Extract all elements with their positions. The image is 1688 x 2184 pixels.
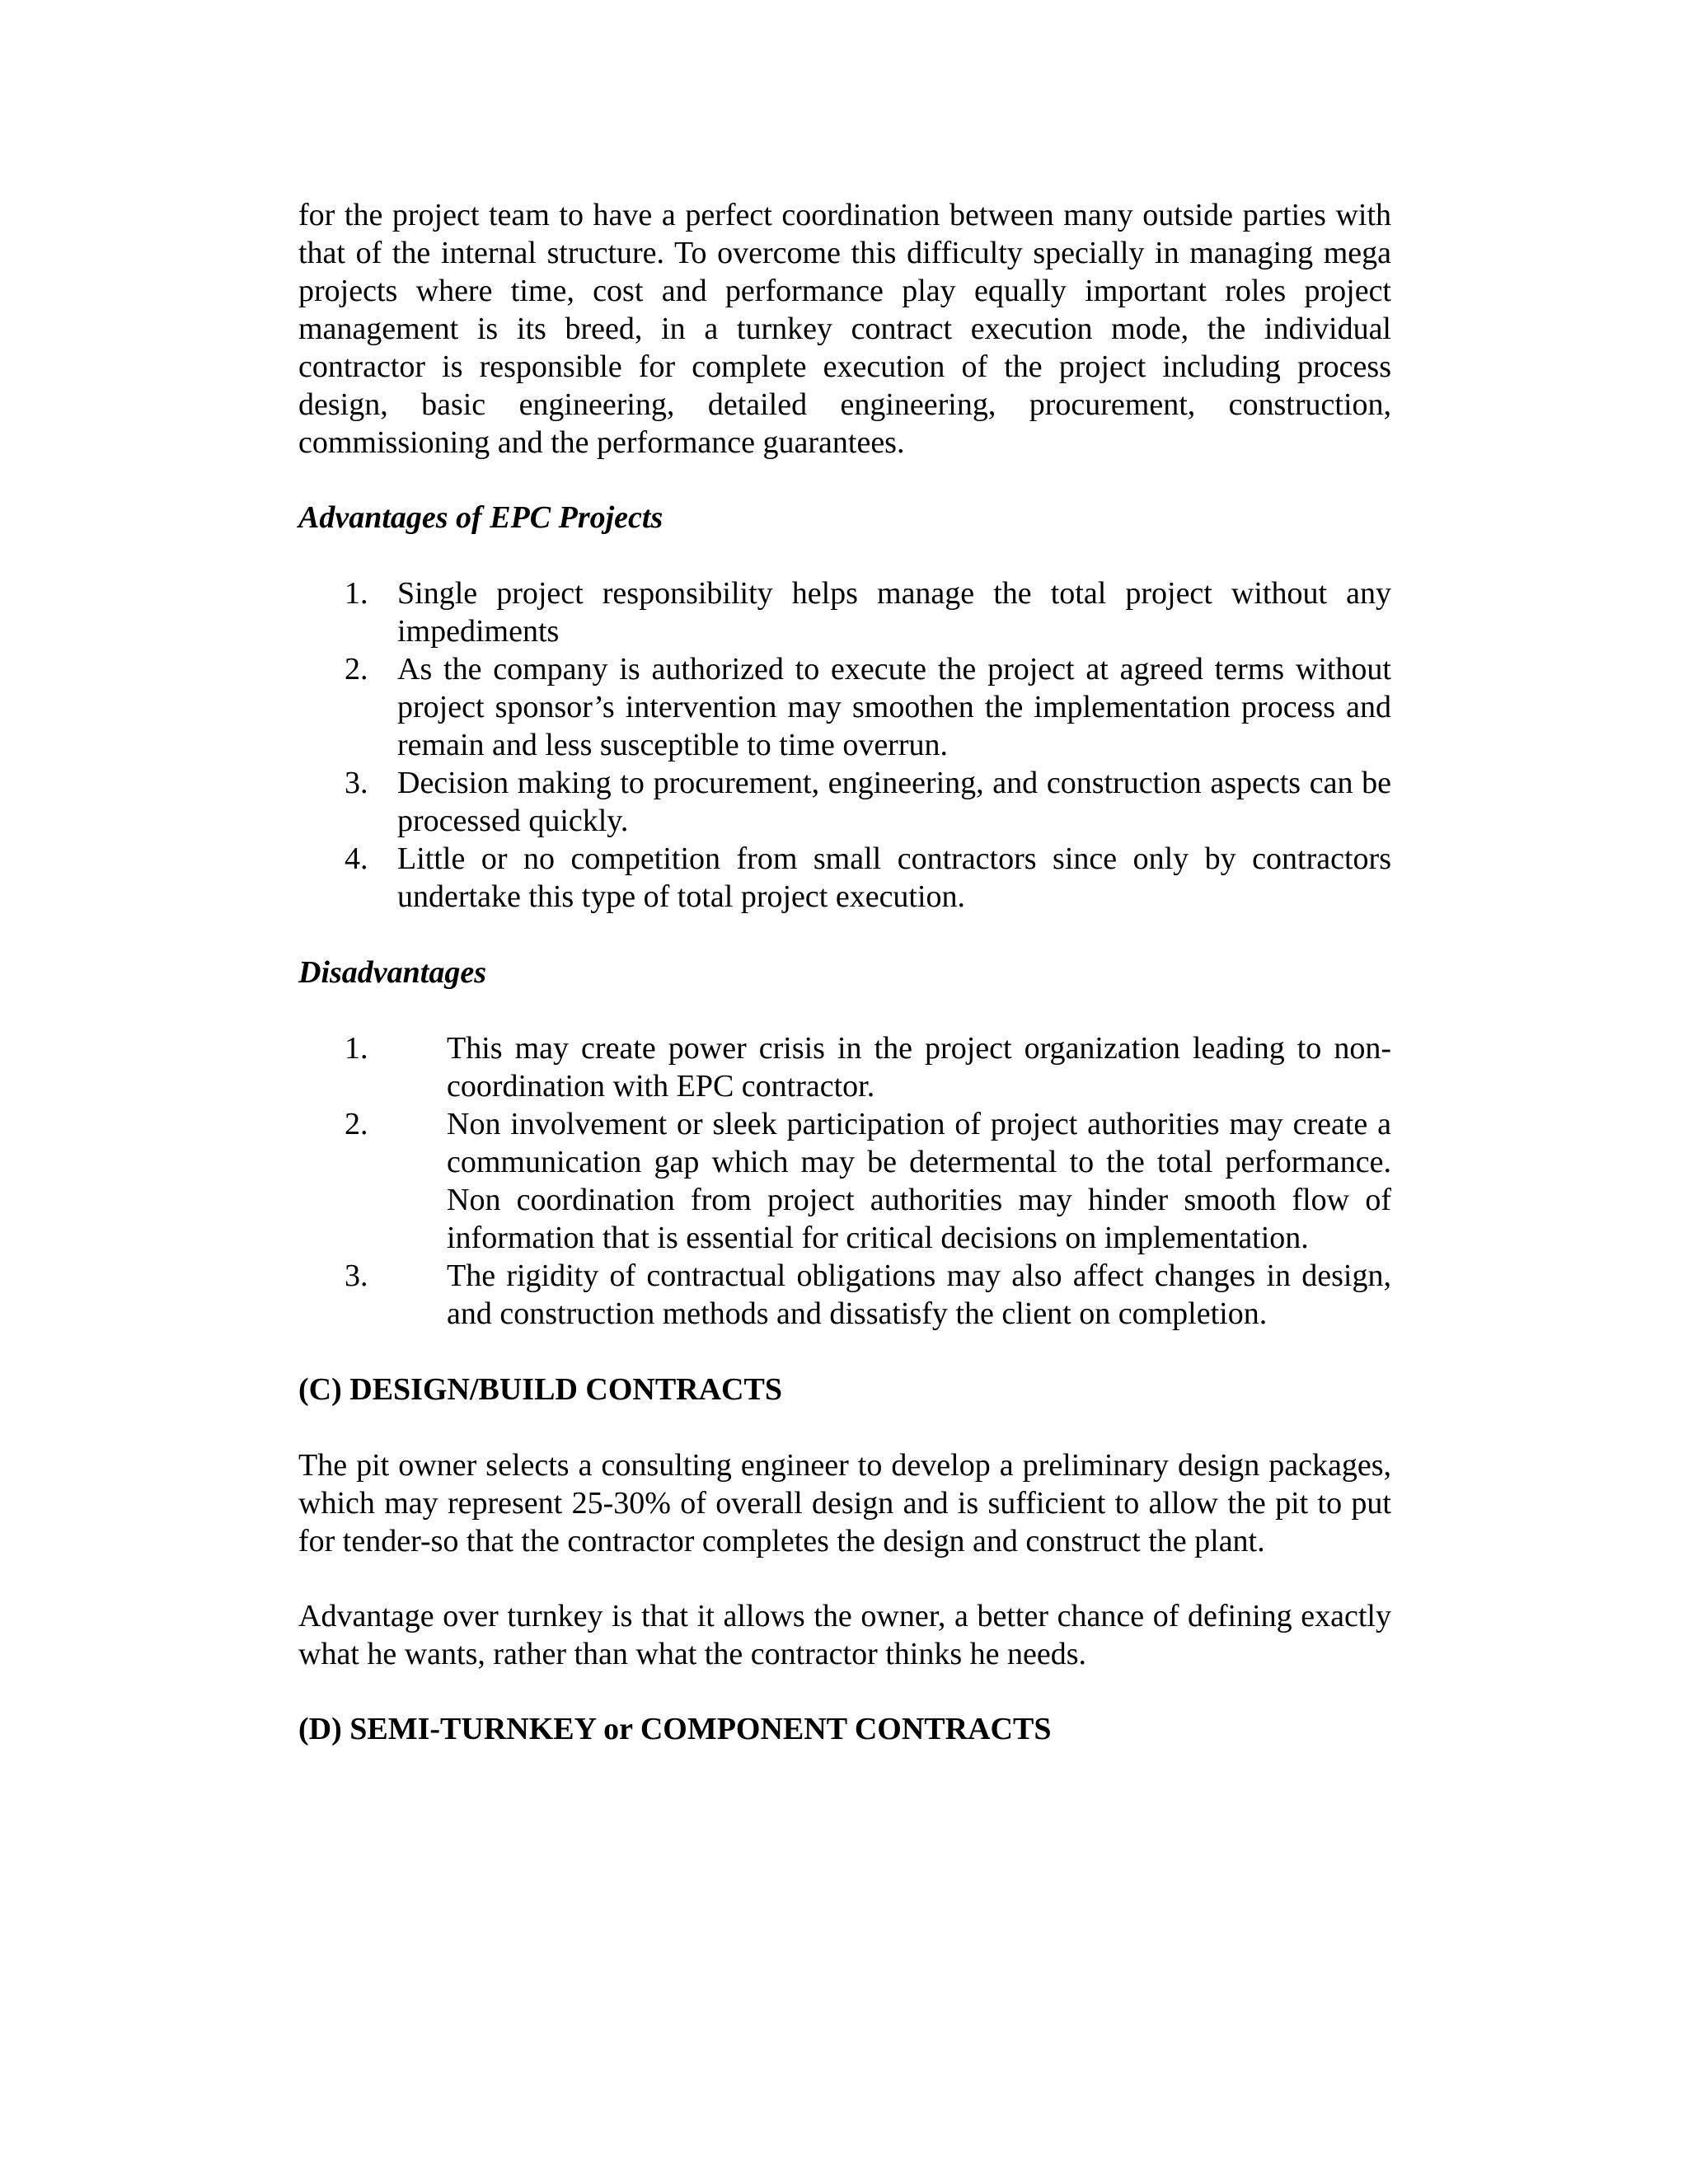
list-item-text: The rigidity of contractual obligations may also affect changes in design, and construction methods and dissatisfy the client on completion. <box>447 1258 1391 1331</box>
list-item-number: 2. <box>345 652 368 687</box>
list-item-number: 1. <box>345 1031 368 1066</box>
disadvantages-heading: Disadvantages <box>298 955 486 990</box>
list-item-text: Decision making to procurement, engineering, and construction aspects can be processed quickly. <box>397 766 1391 838</box>
list-item-text: Single project responsibility helps manage the total project without any impediments <box>397 576 1391 649</box>
list-item <box>298 574 1391 650</box>
list-item-number: 2. <box>345 1107 368 1141</box>
list-item <box>298 1029 1391 1105</box>
section-d-heading: (D) SEMI-TURNKEY or COMPONENT CONTRACTS <box>298 1712 1052 1746</box>
section-c-paragraph-2: Advantage over turnkey is that it allows the owner, a better chance of defining exactly what he wants, rather than what the contractor thinks he needs. <box>298 1599 1391 1671</box>
section-c-paragraph-1: The pit owner selects a consulting engineer to develop a preliminary design packages, which may represent 25-30% of overall design and is sufficient to allow the pit to put for tender-so that the contractor completes the design and construct the plant. <box>298 1448 1391 1558</box>
list-item <box>298 840 1391 916</box>
list-item-text: This may create power crisis in the project organization leading to non-coordination with EPC contractor. <box>447 1031 1391 1104</box>
list-item-text: As the company is authorized to execute the project at agreed terms without project sponsor’s intervention may smoothen the implementation process and remain and less susceptible to time overrun. <box>397 652 1391 762</box>
advantages-list <box>298 574 1391 916</box>
intro-paragraph: for the project team to have a perfect coordination between many outside parties with that of the internal structure. To overcome this difficulty specially in managing mega projects where time, cost and performance play equally important roles project management is its breed, in a turnkey contract execution mode, the individual contractor is responsible for complete execution of the project including process design, basic engineering, detailed engineering, procurement, construction, commissioning and the performance guarantees. <box>298 198 1391 460</box>
document-page <box>298 196 1391 1786</box>
list-item-number: 3. <box>345 766 368 800</box>
list-item-text: Non involvement or sleek participation of project authorities may create a communication gap which may be determental to the total performance. Non coordination from project authorities may hinder smooth flow of information that is essential for critical decisions on implementation. <box>447 1107 1391 1255</box>
list-item <box>298 1105 1391 1257</box>
list-item-text: Little or no competition from small contractors since only by contractors undertake this type of total project execution. <box>397 841 1391 914</box>
list-item <box>298 650 1391 764</box>
list-item <box>298 1257 1391 1333</box>
section-c-heading: (C) DESIGN/BUILD CONTRACTS <box>298 1372 782 1407</box>
list-item <box>298 764 1391 840</box>
advantages-heading: Advantages of EPC Projects <box>298 500 663 535</box>
disadvantages-list <box>298 1029 1391 1333</box>
list-item-number: 1. <box>345 576 368 611</box>
list-item-number: 4. <box>345 841 368 876</box>
list-item-number: 3. <box>345 1258 368 1293</box>
